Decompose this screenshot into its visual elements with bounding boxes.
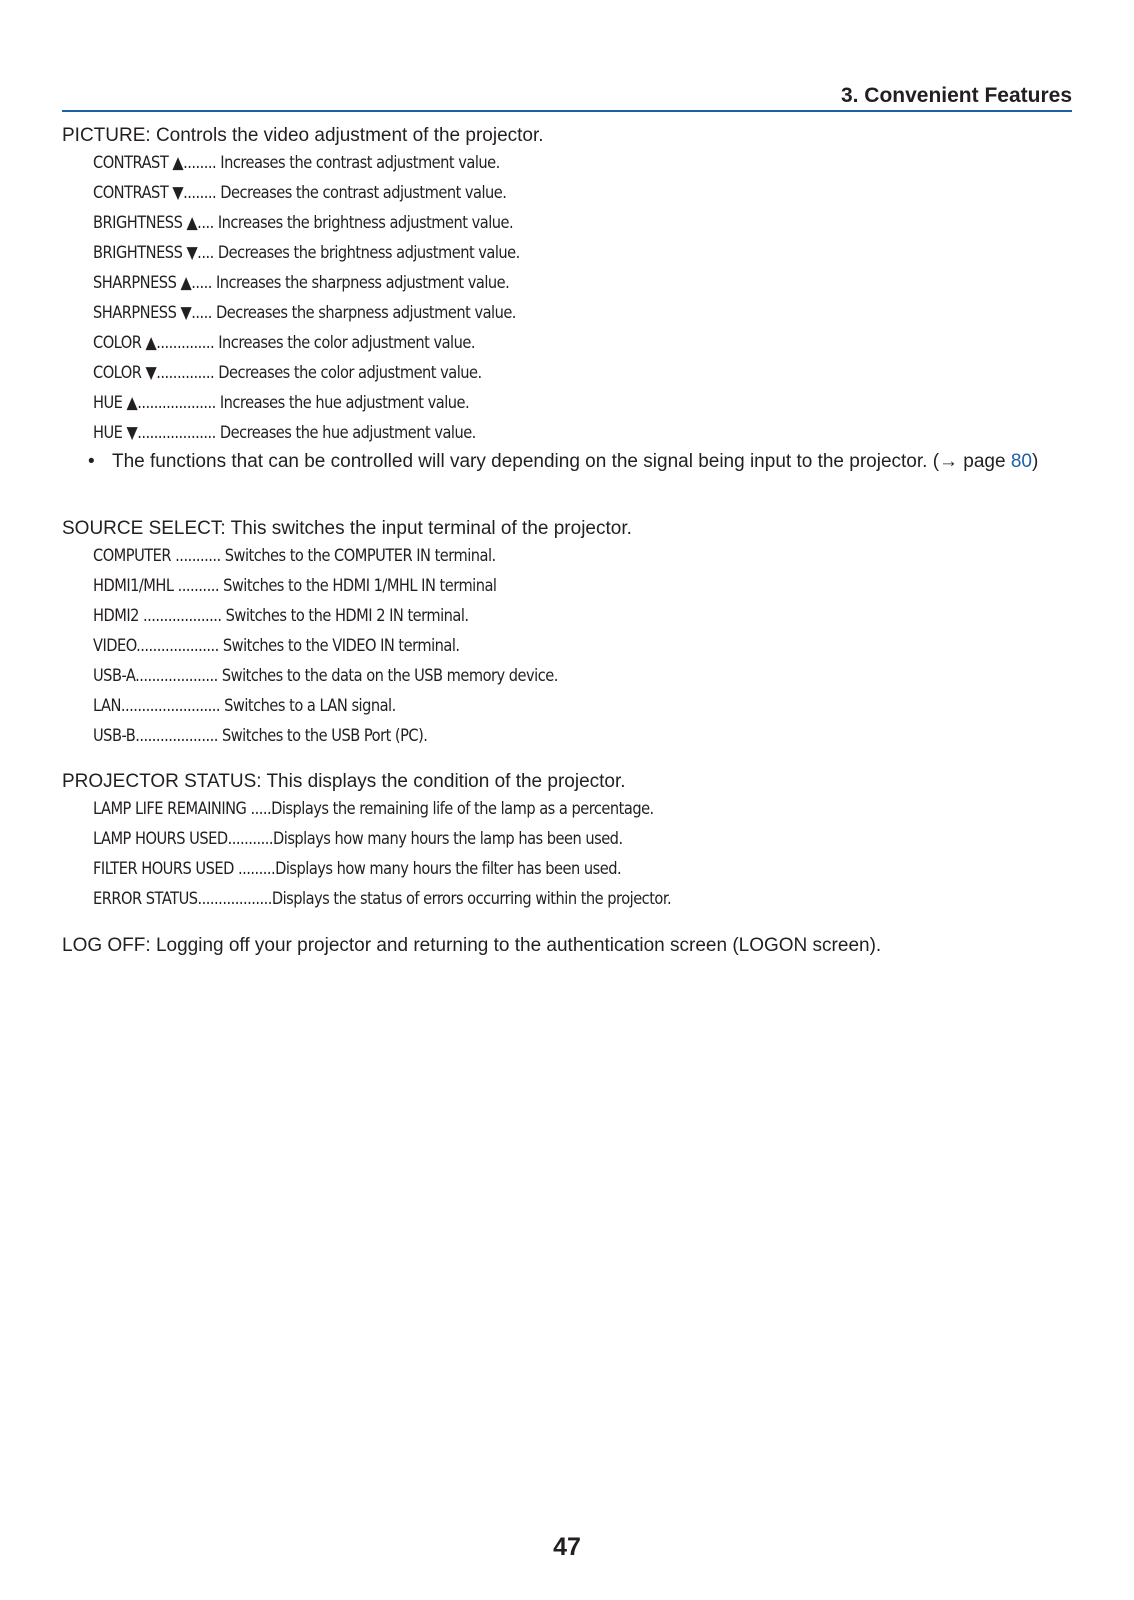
picture-row-color-up: COLOR ▲.............. Increases the color adjustment value. <box>93 333 475 353</box>
projector-status-rows <box>93 794 1072 914</box>
status-row-lamp-life-remaining: LAMP LIFE REMAINING .....Displays the remaining life of the lamp as a percentage. <box>93 799 654 819</box>
picture-row-color-down: COLOR ▼.............. Decreases the color adjustment value. <box>93 363 482 383</box>
source-row-usb-a: USB-A.................... Switches to the data on the USB memory device. <box>93 666 558 686</box>
picture-row-brightness-up: BRIGHTNESS ▲.... Increases the brightness adjustment value. <box>93 213 514 233</box>
page-reference-link[interactable]: 80 <box>1010 451 1032 472</box>
picture-row-hue-up: HUE ▲................... Increases the hue adjustment value. <box>93 393 470 413</box>
source-select-heading: SOURCE SELECT: This switches the input terminal of the projector. <box>62 518 632 539</box>
picture-note-suffix: ) <box>1032 451 1039 472</box>
source-row-computer: COMPUTER ........... Switches to the COMPUTER IN terminal. <box>93 546 496 566</box>
picture-note <box>88 450 1072 474</box>
source-row-usb-b: USB-B.................... Switches to the USB Port (PC). <box>93 726 428 746</box>
status-row-error-status: ERROR STATUS..................Displays the status of errors occurring within the projector. <box>93 889 672 909</box>
log-off-section <box>62 934 1072 958</box>
status-row-filter-hours-used: FILTER HOURS USED .........Displays how many hours the filter has been used. <box>93 859 622 879</box>
source-select-rows <box>93 541 1072 751</box>
picture-section <box>62 124 1072 474</box>
picture-row-sharpness-up: SHARPNESS ▲..... Increases the sharpness adjustment value. <box>93 273 510 293</box>
picture-row-sharpness-down: SHARPNESS ▼..... Decreases the sharpness adjustment value. <box>93 303 516 323</box>
projector-status-heading: PROJECTOR STATUS: This displays the condition of the projector. <box>62 771 626 792</box>
picture-row-contrast-down: CONTRAST ▼........ Decreases the contrast adjustment value. <box>93 183 507 203</box>
source-row-hdmi1-mhl: HDMI1/MHL .......... Switches to the HDMI 1/MHL IN terminal <box>93 576 497 596</box>
source-row-hdmi2: HDMI2 ................... Switches to the HDMI 2 IN terminal. <box>93 606 469 626</box>
section-header-title: 3. Convenient Features <box>840 84 1072 107</box>
bullet-icon: • <box>88 451 95 472</box>
header-divider <box>62 110 1072 112</box>
source-row-lan: LAN........................ Switches to a LAN signal. <box>93 696 396 716</box>
picture-row-brightness-down: BRIGHTNESS ▼.... Decreases the brightness adjustment value. <box>93 243 520 263</box>
picture-rows <box>93 148 1072 448</box>
status-row-lamp-hours-used: LAMP HOURS USED...........Displays how many hours the lamp has been used. <box>93 829 623 849</box>
source-select-section <box>62 517 1072 751</box>
picture-row-contrast-up: CONTRAST ▲........ Increases the contrast adjustment value. <box>93 153 500 173</box>
picture-row-hue-down: HUE ▼................... Decreases the hue adjustment value. <box>93 423 476 443</box>
page-number: 47 <box>553 1533 581 1561</box>
picture-heading: PICTURE: Controls the video adjustment of the projector. <box>62 125 544 146</box>
projector-status-section <box>62 770 1072 914</box>
log-off-text: LOG OFF: Logging off your projector and returning to the authentication screen (LOGON screen). <box>62 935 882 956</box>
source-row-video: VIDEO.................... Switches to the VIDEO IN terminal. <box>93 636 460 656</box>
picture-note-text: The functions that can be controlled will vary depending on the signal being input to the projector. (→ page <box>112 451 1011 472</box>
